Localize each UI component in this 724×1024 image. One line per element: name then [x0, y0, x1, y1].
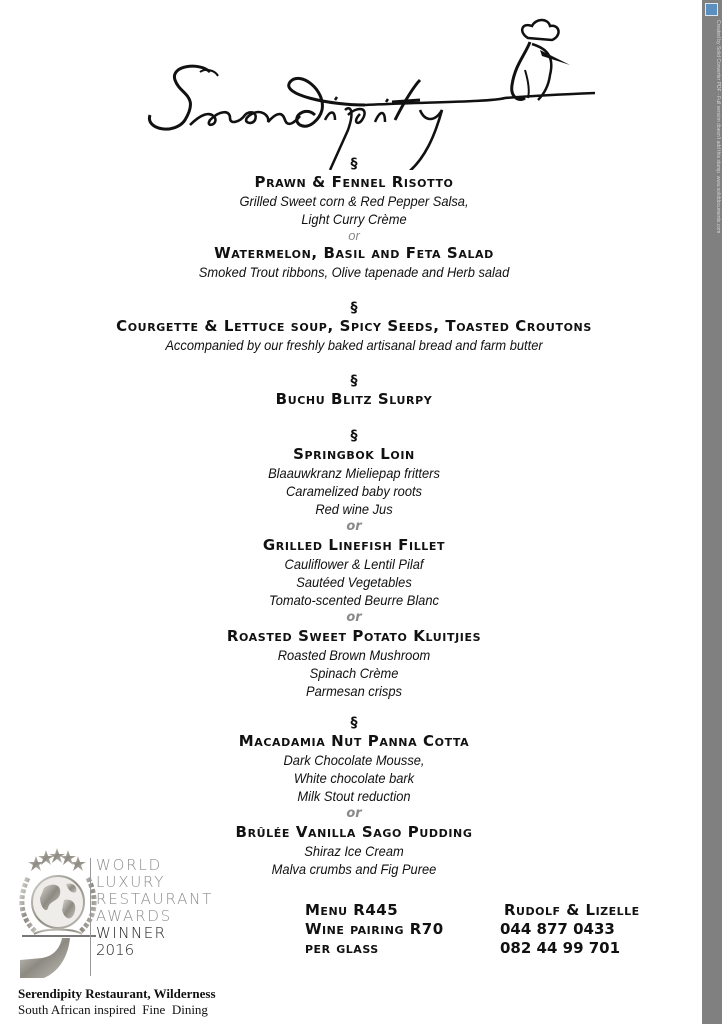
- dish-name: Prawn & Fennel Risotto: [254, 173, 454, 191]
- pricing-block: [305, 901, 444, 958]
- dish-description: Red wine Jus: [315, 501, 393, 517]
- owners-name: Rudolf & Lizelle: [504, 901, 640, 919]
- dish-description: Dark Chocolate Mousse,: [283, 752, 425, 768]
- phone-landline: 044 877 0433: [500, 920, 615, 938]
- serendipity-script-logo: [130, 10, 610, 170]
- dish-description: Blaauwkranz Mieliepap fritters: [268, 465, 440, 481]
- phone-mobile: 082 44 99 701: [500, 939, 621, 957]
- award-text: [96, 857, 213, 959]
- serendipity-logo: [130, 10, 610, 170]
- dish-name: Springbok Loin: [293, 445, 415, 463]
- or-separator: or: [346, 806, 362, 821]
- pdf-converter-icon: [705, 3, 718, 16]
- dish-description: Shiraz Ice Cream: [304, 843, 404, 859]
- section-mark: §: [350, 428, 358, 444]
- or-separator: or: [346, 610, 362, 625]
- dish-description: Milk Stout reduction: [297, 788, 411, 804]
- restaurant-tagline: South African inspired Fine Dining: [18, 1002, 208, 1017]
- dish-description: Smoked Trout ribbons, Olive tapenade and Herb salad: [198, 264, 510, 280]
- section-mark: §: [350, 373, 358, 389]
- per-glass-label: per glass: [305, 939, 379, 957]
- award-line: LUXURY: [96, 873, 166, 891]
- dish-name: Roasted Sweet Potato Kluitjies: [226, 627, 482, 645]
- dish-description: Parmesan crisps: [306, 683, 402, 699]
- dish-name: Brûlée Vanilla Sago Pudding: [235, 823, 473, 841]
- dish-name: Macadamia Nut Panna Cotta: [238, 732, 470, 750]
- award-year: 2016: [96, 941, 135, 959]
- dish-description: Roasted Brown Mushroom: [277, 647, 431, 663]
- dish-description: Malva crumbs and Fig Puree: [271, 861, 437, 877]
- award-line: AWARDS: [96, 907, 173, 925]
- dish-description: Grilled Sweet corn & Red Pepper Salsa,: [239, 193, 469, 209]
- dish-description: Tomato-scented Beurre Blanc: [269, 592, 439, 608]
- dish-description: Cauliflower & Lentil Pilaf: [284, 556, 424, 572]
- menu-body: [0, 155, 708, 878]
- contact-block: [500, 901, 640, 958]
- restaurant-name: Serendipity Restaurant, Wilderness: [18, 986, 216, 1001]
- dish-description: White chocolate bark: [293, 770, 415, 786]
- dish-name: Watermelon, Basil and Feta Salad: [214, 244, 494, 262]
- watermark-text: Created by Solid Converter PDF - Full version doesn't add this stamp. www.soliddocuments.com: [715, 20, 721, 234]
- dish-name: Buchu Blitz Slurpy: [275, 390, 433, 408]
- award-divider: [90, 858, 91, 976]
- dish-description: Accompanied by our freshly baked artisanal bread and farm butter: [165, 337, 543, 353]
- dish-name: Grilled Linefish Fillet: [262, 536, 446, 554]
- award-status: WINNER: [96, 924, 167, 942]
- section-mark: §: [350, 156, 358, 172]
- or-separator: or: [346, 519, 362, 534]
- award-line: WORLD: [96, 856, 162, 874]
- or-separator: or: [348, 228, 360, 243]
- restaurant-info: [18, 986, 216, 1018]
- dish-description: Sautéed Vegetables: [296, 574, 412, 590]
- dish-description: Caramelized baby roots: [285, 483, 423, 499]
- award-line: RESTAURANT: [96, 890, 214, 908]
- section-mark: §: [350, 715, 358, 731]
- dish-description: Light Curry Crème: [301, 211, 407, 227]
- dish-name: Courgette & Lettuce soup, Spicy Seeds, Toasted Croutons: [116, 317, 592, 335]
- menu-price: Menu R445: [305, 901, 399, 919]
- dish-description: Spinach Crème: [309, 665, 399, 681]
- wine-pairing-price: Wine pairing R70: [305, 920, 444, 938]
- section-mark: §: [350, 300, 358, 316]
